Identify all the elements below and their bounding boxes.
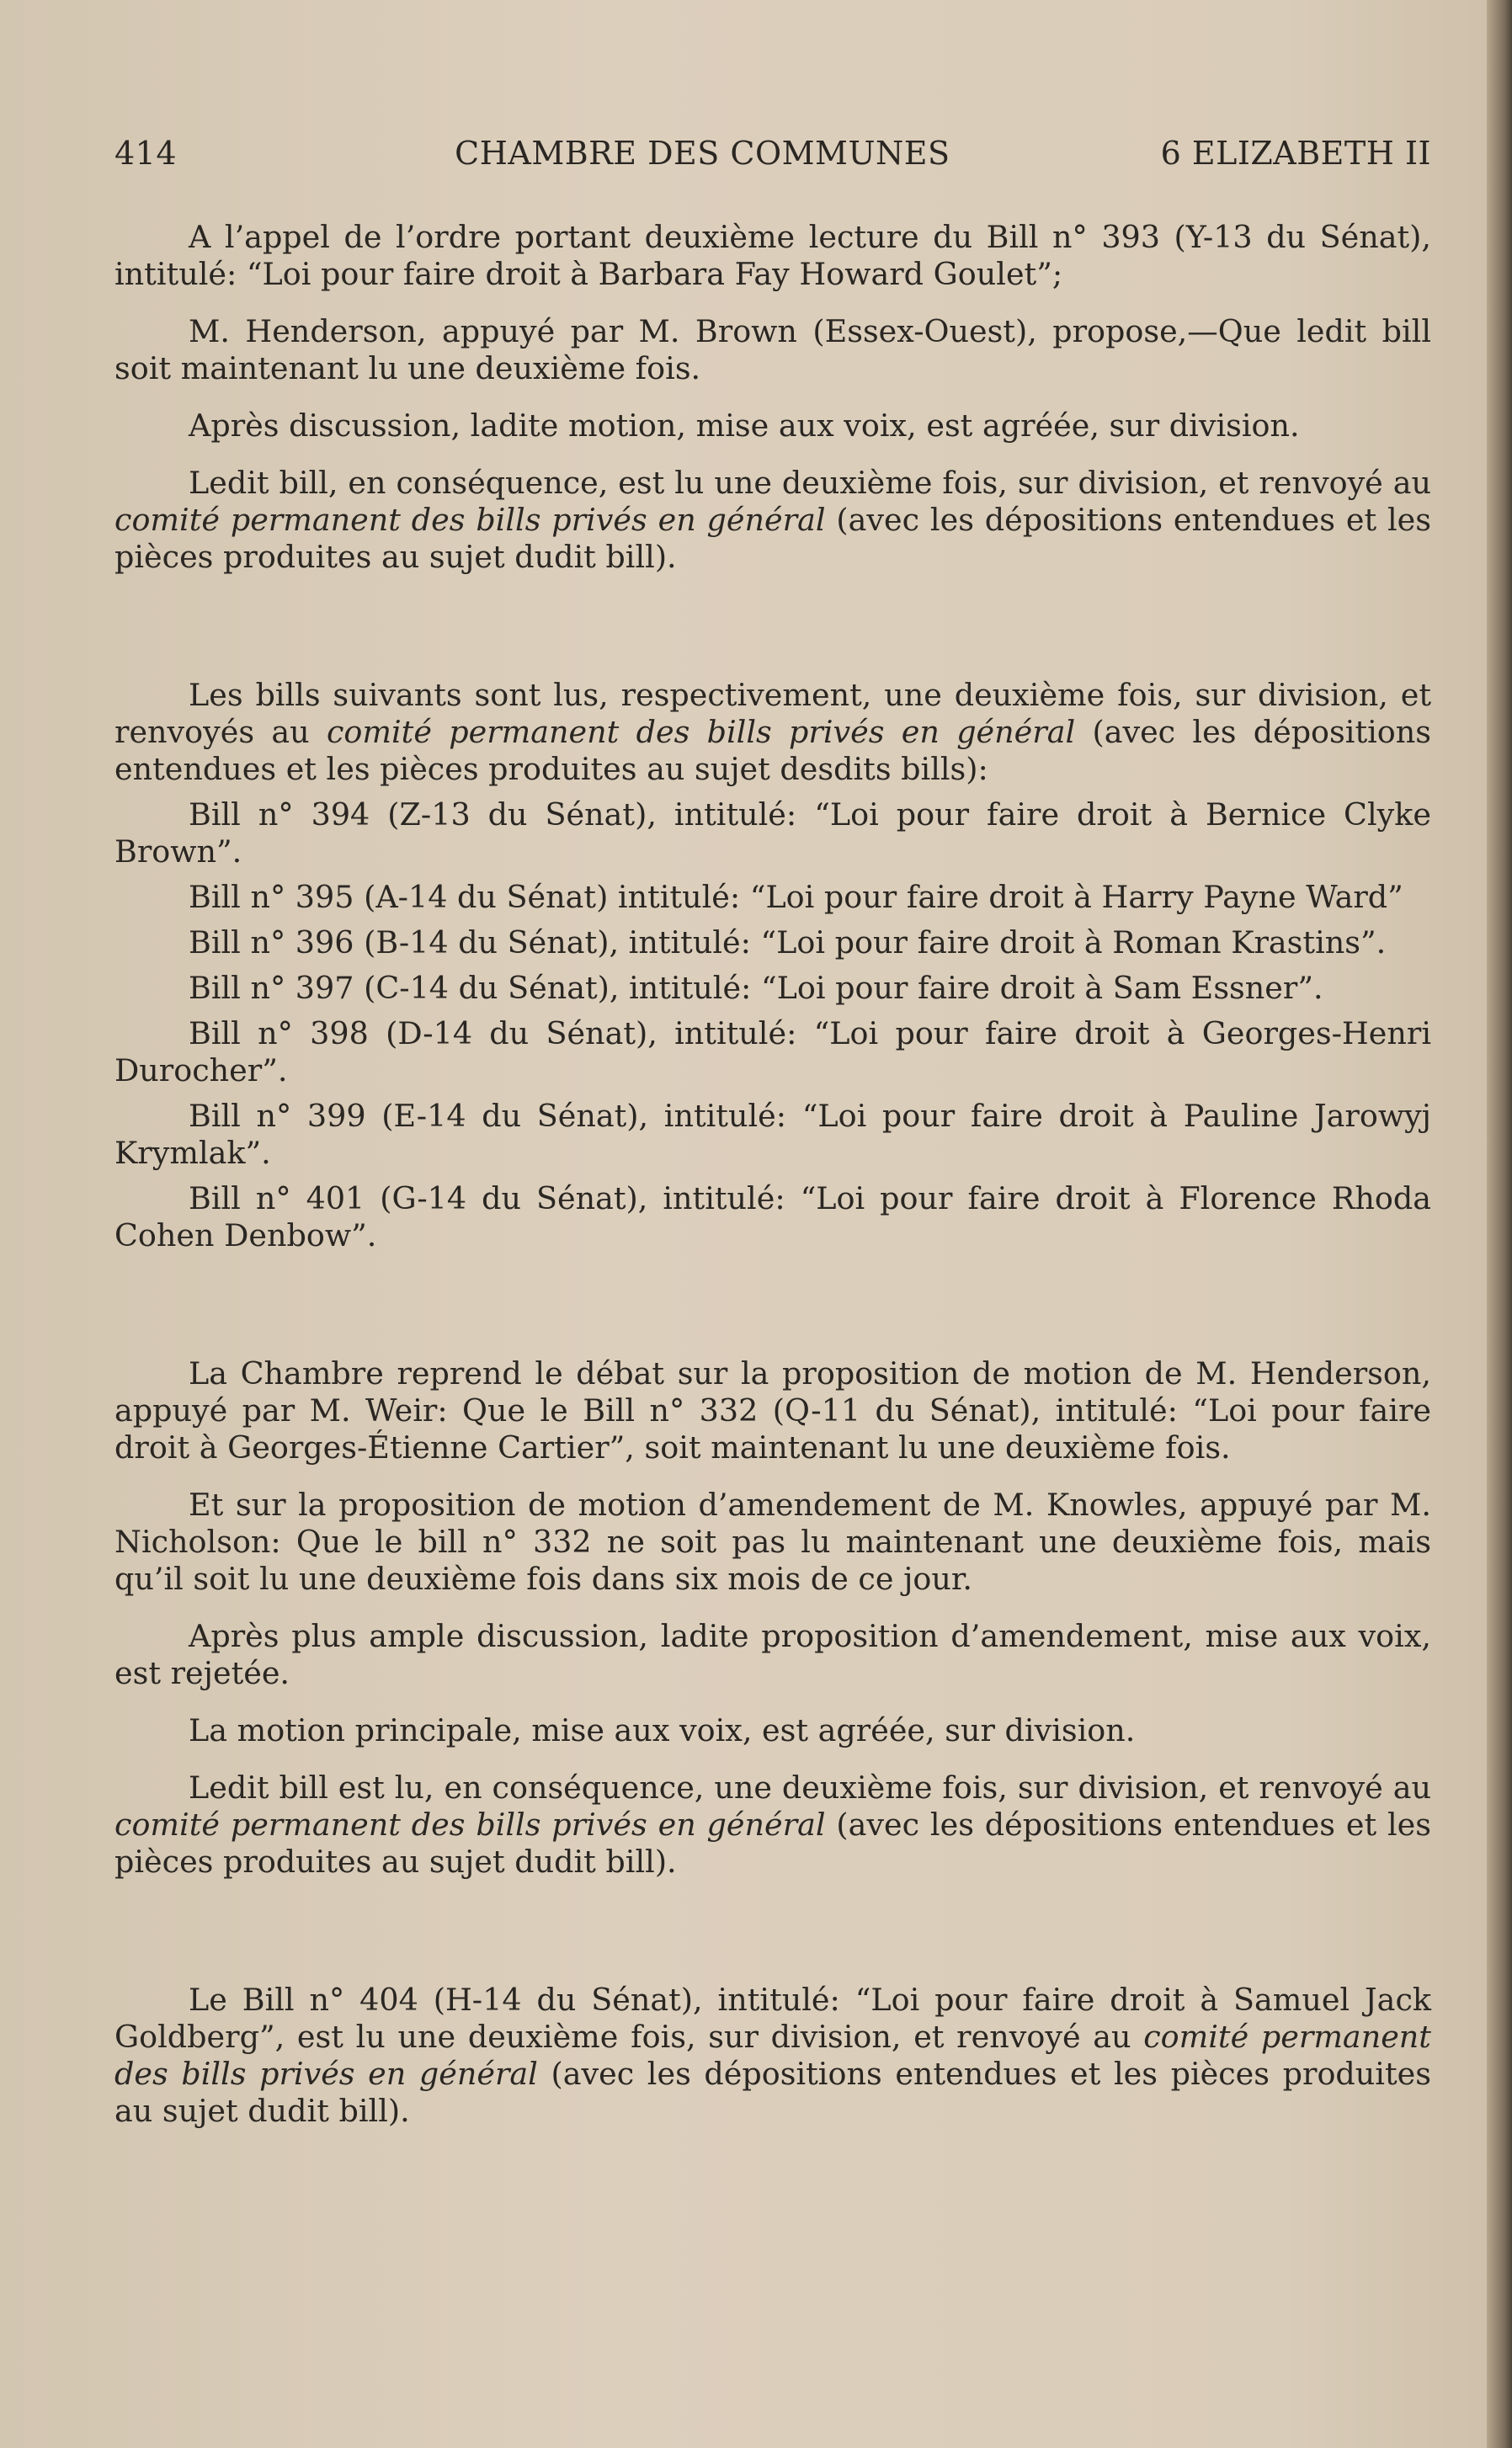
committee-name: comité permanent des bills privés en général <box>114 502 826 538</box>
paragraph: A l’appel de l’ordre portant deuxième lecture du Bill n° 393 (Y-13 du Sénat), intitulé: “Loi pour faire droit à Barbara Fay Howard Goulet”; <box>114 219 1431 292</box>
bill-entry: Bill n° 397 (C-14 du Sénat), intitulé: “Loi pour faire droit à Sam Essner”. <box>189 970 1323 1006</box>
bill-entry: Bill n° 401 (G-14 du Sénat), intitulé: “Loi pour faire droit à Florence Rhoda Cohen Denbow”. <box>114 1180 1431 1253</box>
paragraph <box>114 1769 1431 1881</box>
text-run: (avec les dépositions entendues et les pièces produites au sujet dudit bill). <box>114 502 1431 575</box>
page-edge-shadow <box>1487 0 1512 2448</box>
paragraph: La motion principale, mise aux voix, est agréée, sur division. <box>189 1712 1136 1748</box>
section-bill-332 <box>114 1355 1431 1881</box>
bill-entry: Bill n° 394 (Z-13 du Sénat), intitulé: “Loi pour faire droit à Bernice Clyke Brown”. <box>114 796 1431 870</box>
bill-entry: Bill n° 398 (D-14 du Sénat), intitulé: “Loi pour faire droit à Georges-Henri Durocher”. <box>114 1015 1431 1088</box>
text-run: Ledit bill est lu, en conséquence, une deuxième fois, sur division, et renvoyé au <box>189 1769 1431 1806</box>
bill-entry: Bill n° 396 (B-14 du Sénat), intitulé: “Loi pour faire droit à Roman Krastins”. <box>189 924 1387 961</box>
text-run: (avec les dépositions entendues et les pièces produites au sujet desdits bills): <box>114 714 1431 787</box>
text-run: (avec les dépositions entendues et les pièces produites au sujet dudit bill). <box>114 1807 1431 1880</box>
paragraph <box>114 1982 1431 2130</box>
paragraph: Après discussion, ladite motion, mise aux voix, est agréée, sur division. <box>189 407 1300 444</box>
committee-name: comité permanent des bills privés en général <box>114 1807 826 1843</box>
paragraph: M. Henderson, appuyé par M. Brown (Essex-Ouest), propose,—Que ledit bill soit maintenant lu une deuxième fois. <box>114 313 1431 386</box>
header-title: CHAMBRE DES COMMUNES <box>455 135 950 172</box>
paragraph: Après plus ample discussion, ladite proposition d’amendement, mise aux voix, est rejetée. <box>114 1618 1431 1691</box>
page-number: 414 <box>114 135 178 172</box>
bill-entry: Bill n° 395 (A-14 du Sénat) intitulé: “Loi pour faire droit à Harry Payne Ward” <box>189 879 1403 915</box>
text-run: Les bills suivants sont lus, respectivement, une deuxième fois, sur division, et renvoyés au <box>114 677 1431 750</box>
header-reign: 6 ELIZABETH II <box>1160 135 1431 172</box>
section-bill-393 <box>114 219 1431 576</box>
paragraph <box>114 465 1431 576</box>
bill-entry: Bill n° 399 (E-14 du Sénat), intitulé: “Loi pour faire droit à Pauline Jarowyj Krymlak”. <box>114 1098 1431 1171</box>
committee-name: comité permanent des bills privés en général <box>114 2019 1431 2092</box>
committee-name: comité permanent des bills privés en général <box>326 714 1076 750</box>
section-bills-list <box>114 677 1431 1254</box>
text-run: Ledit bill, en conséquence, est lu une deuxième fois, sur division, et renvoyé au <box>189 465 1431 501</box>
paragraph: La Chambre reprend le débat sur la proposition de motion de M. Henderson, appuyé par M. Weir: Que le Bill n° 332 (Q-11 du Sénat), intitulé: “Loi pour faire droit à Georges-Étienne Cartier”, soit maintenant lu une deuxième fois. <box>114 1355 1431 1466</box>
paragraph: Et sur la proposition de motion d’amendement de M. Knowles, appuyé par M. Nicholson: Que le bill n° 332 ne soit pas lu maintenant une deuxième fois, mais qu’il soit lu une deuxième fois dans six mois de ce jour. <box>114 1487 1431 1597</box>
page-header <box>114 135 1431 172</box>
section-bill-404 <box>114 1982 1431 2130</box>
text-run: Le Bill n° 404 (H-14 du Sénat), intitulé: “Loi pour faire droit à Samuel Jack Goldberg”, est lu une deuxième fois, sur division, et renvoyé au <box>114 1982 1431 2055</box>
text-run: (avec les dépositions entendues et les pièces produites au sujet dudit bill). <box>114 2056 1431 2129</box>
paragraph <box>114 677 1431 788</box>
